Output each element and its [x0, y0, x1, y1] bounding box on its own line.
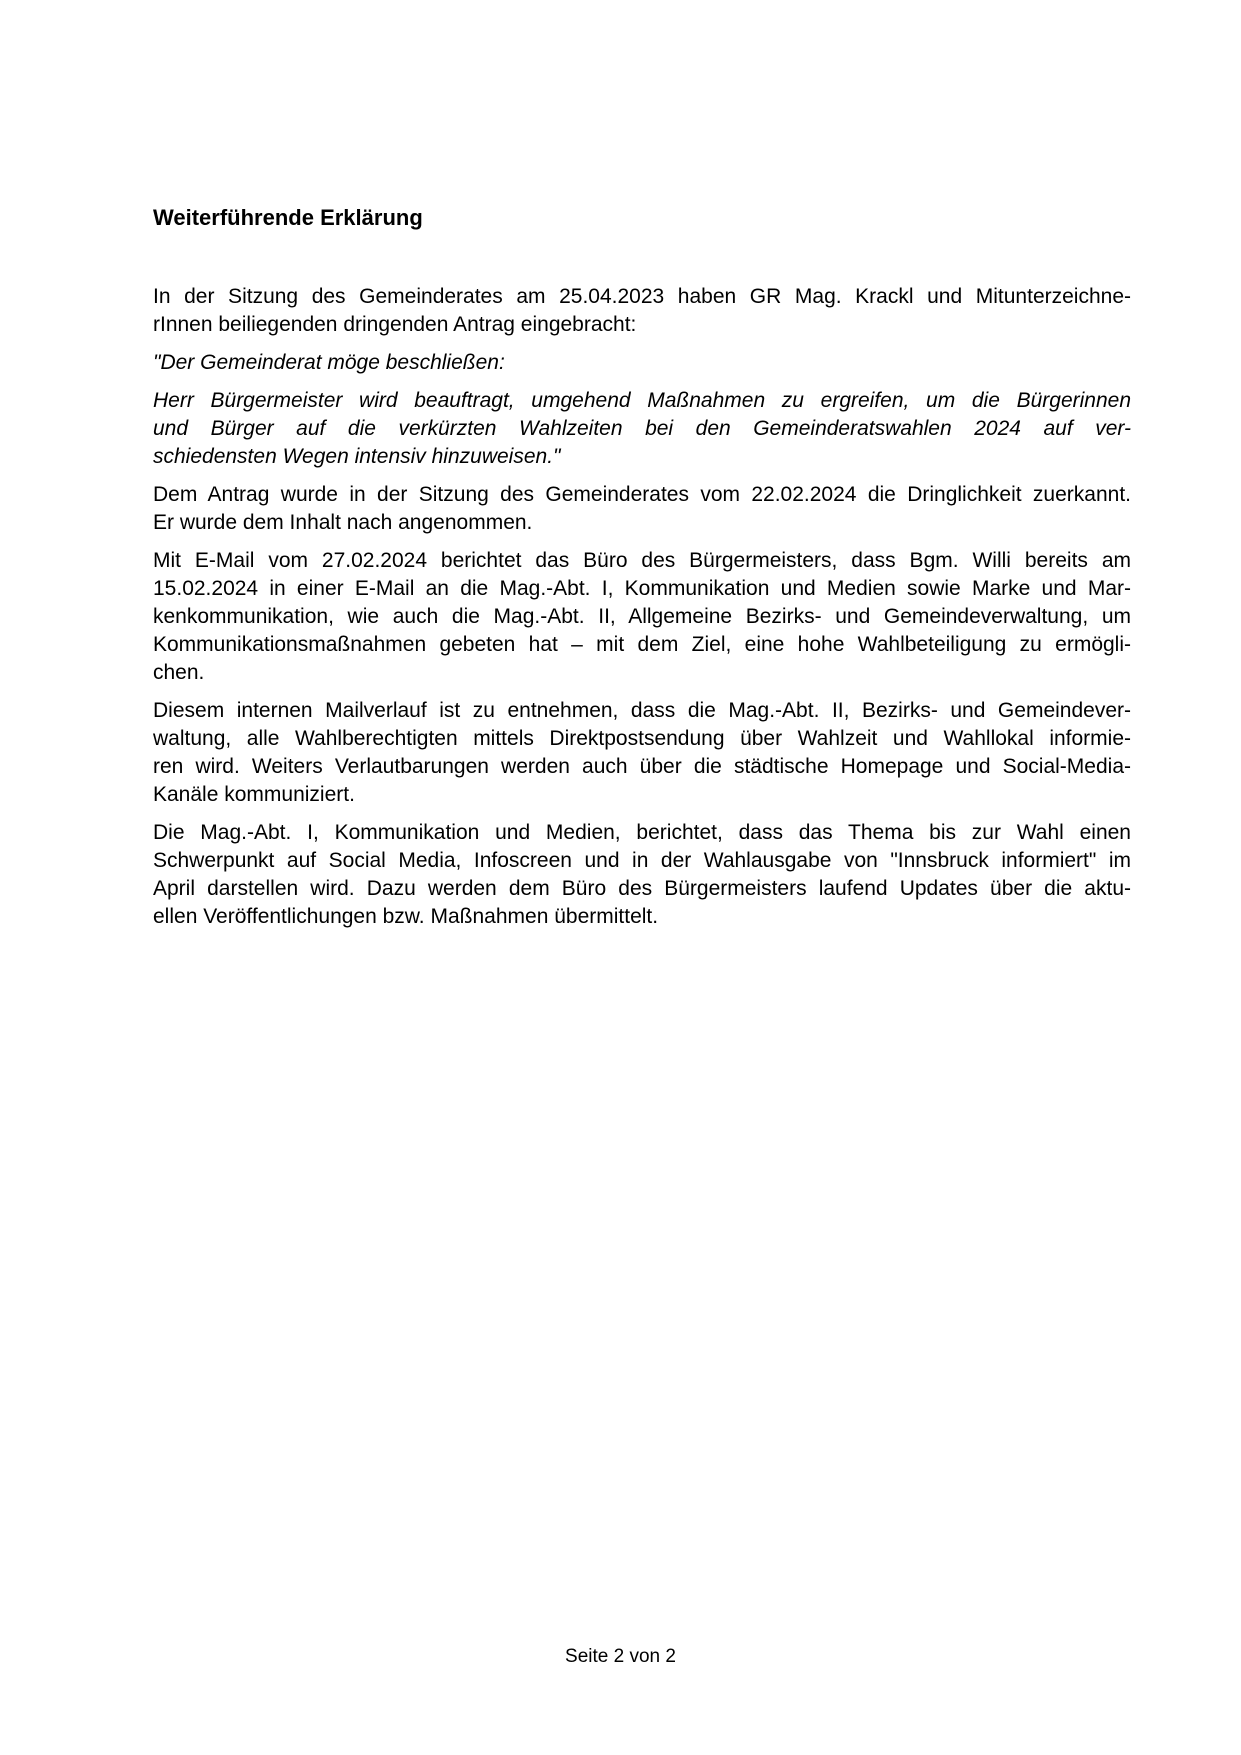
text-line: rInnen beiliegenden dringenden Antrag eingebracht:: [153, 313, 637, 336]
text-line: chen.: [153, 661, 205, 684]
quoted-motion-paragraph: [153, 387, 1131, 471]
text-line: Mit E-Mail vom 27.02.2024 berichtet das Büro des Bürgermeisters, dass Bgm. Willi bereits am: [153, 549, 1131, 572]
page-number-footer: Seite 2 von 2: [565, 1646, 676, 1667]
text-line: ren wird. Weiters Verlautbarungen werden auch über die städtische Homepage und Social-Media-: [153, 755, 1131, 778]
document-body: [153, 283, 1131, 941]
document-heading: Weiterführende Erklärung: [153, 205, 423, 230]
body-paragraph: [153, 819, 1131, 931]
text-line: Dem Antrag wurde in der Sitzung des Gemeinderates vom 22.02.2024 die Dringlichkeit zuerkannt.: [153, 483, 1131, 506]
body-paragraph: [153, 481, 1131, 537]
body-paragraph: [153, 697, 1131, 809]
text-line: Kommunikationsmaßnahmen gebeten hat – mit dem Ziel, eine hohe Wahlbeteiligung zu ermögli-: [153, 633, 1131, 656]
body-paragraph: [153, 547, 1131, 687]
text-line: Die Mag.-Abt. I, Kommunikation und Medien, berichtet, dass das Thema bis zur Wahl einen: [153, 821, 1131, 844]
text-line: Diesem internen Mailverlauf ist zu entnehmen, dass die Mag.-Abt. II, Bezirks- und Gemeindever-: [153, 699, 1131, 722]
text-line: "Der Gemeinderat möge beschließen:: [153, 351, 505, 374]
text-line: kenkommunikation, wie auch die Mag.-Abt. II, Allgemeine Bezirks- und Gemeindeverwaltung, um: [153, 605, 1131, 628]
body-paragraph: [153, 283, 1131, 339]
text-line: In der Sitzung des Gemeinderates am 25.04.2023 haben GR Mag. Krackl und Mitunterzeichne-: [153, 285, 1131, 308]
text-line: ellen Veröffentlichungen bzw. Maßnahmen übermittelt.: [153, 905, 659, 928]
quoted-motion-paragraph: [153, 349, 1131, 377]
text-line: Er wurde dem Inhalt nach angenommen.: [153, 511, 533, 534]
text-line: Herr Bürgermeister wird beauftragt, umgehend Maßnahmen zu ergreifen, um die Bürgerinnen: [153, 389, 1131, 412]
text-line: und Bürger auf die verkürzten Wahlzeiten bei den Gemeinderatswahlen 2024 auf ver-: [153, 417, 1131, 440]
text-line: Schwerpunkt auf Social Media, Infoscreen und in der Wahlausgabe von "Innsbruck informiert" im: [153, 849, 1131, 872]
text-line: waltung, alle Wahlberechtigten mittels Direktpostsendung über Wahlzeit und Wahllokal informie-: [153, 727, 1131, 750]
text-line: 15.02.2024 in einer E-Mail an die Mag.-Abt. I, Kommunikation und Medien sowie Marke und Mar-: [153, 577, 1131, 600]
text-line: Kanäle kommuniziert.: [153, 783, 355, 806]
text-line: April darstellen wird. Dazu werden dem Büro des Bürgermeisters laufend Updates über die aktu-: [153, 877, 1131, 900]
text-line: schiedensten Wegen intensiv hinzuweisen.": [153, 445, 561, 468]
